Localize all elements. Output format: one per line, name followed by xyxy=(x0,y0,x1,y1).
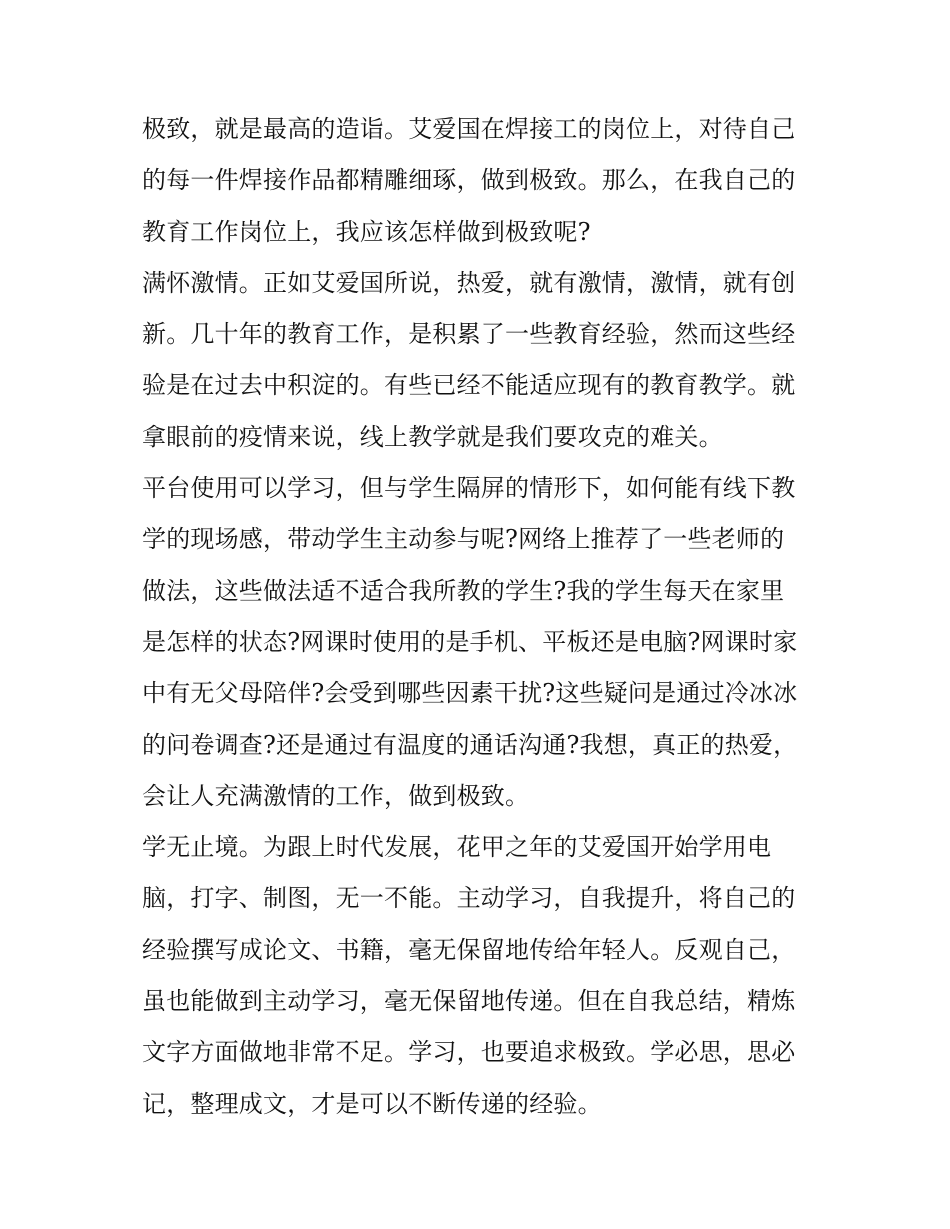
text-line: 脑，打字、制图，无一不能。主动学习，自我提升，将自己的 xyxy=(142,884,796,913)
text-line: 的每一件焊接作品都精雕细琢，做到极致。那么，在我自己的 xyxy=(142,166,796,195)
text-line: 做法，这些做法适不适合我所教的学生?我的学生每天在家里 xyxy=(142,576,785,605)
body-text xyxy=(142,104,822,1130)
text-line: 满怀激情。正如艾爱国所说，热爱，就有激情，激情，就有创 xyxy=(142,268,796,297)
text-line: 验是在过去中积淀的。有些已经不能适应现有的教育教学。就 xyxy=(142,371,796,400)
text-line: 的问卷调查?还是通过有温度的通话沟通?我想，真正的热爱， xyxy=(142,730,798,759)
text-line: 文字方面做地非常不足。学习，也要追求极致。学必思，思必 xyxy=(142,1038,796,1067)
text-line: 中有无父母陪伴?会受到哪些因素干扰?这些疑问是通过冷冰冰 xyxy=(142,679,798,708)
text-line: 会让人充满激情的工作，做到极致。 xyxy=(142,781,530,810)
text-line: 经验撰写成论文、书籍，毫无保留地传给年轻人。反观自己， xyxy=(142,935,796,964)
text-line: 记，整理成文，才是可以不断传递的经验。 xyxy=(142,1089,602,1118)
text-line: 学无止境。为跟上时代发展，花甲之年的艾爱国开始学用电 xyxy=(142,833,772,862)
text-line: 平台使用可以学习，但与学生隔屏的情形下，如何能有线下教 xyxy=(142,474,796,503)
text-line: 虽也能做到主动学习，毫无保留地传递。但在自我总结，精炼 xyxy=(142,987,796,1016)
text-line: 新。几十年的教育工作，是积累了一些教育经验，然而这些经 xyxy=(142,320,796,349)
text-line: 是怎样的状态?网课时使用的是手机、平板还是电脑?网课时家 xyxy=(142,627,798,656)
text-line: 教育工作岗位上，我应该怎样做到极致呢? xyxy=(142,217,591,246)
text-line: 极致，就是最高的造诣。艾爱国在焊接工的岗位上，对待自己 xyxy=(142,115,796,143)
text-line: 拿眼前的疫情来说，线上教学就是我们要攻克的难关。 xyxy=(142,422,723,451)
text-line: 学的现场感，带动学生主动参与呢?网络上推荐了一些老师的 xyxy=(142,525,785,554)
